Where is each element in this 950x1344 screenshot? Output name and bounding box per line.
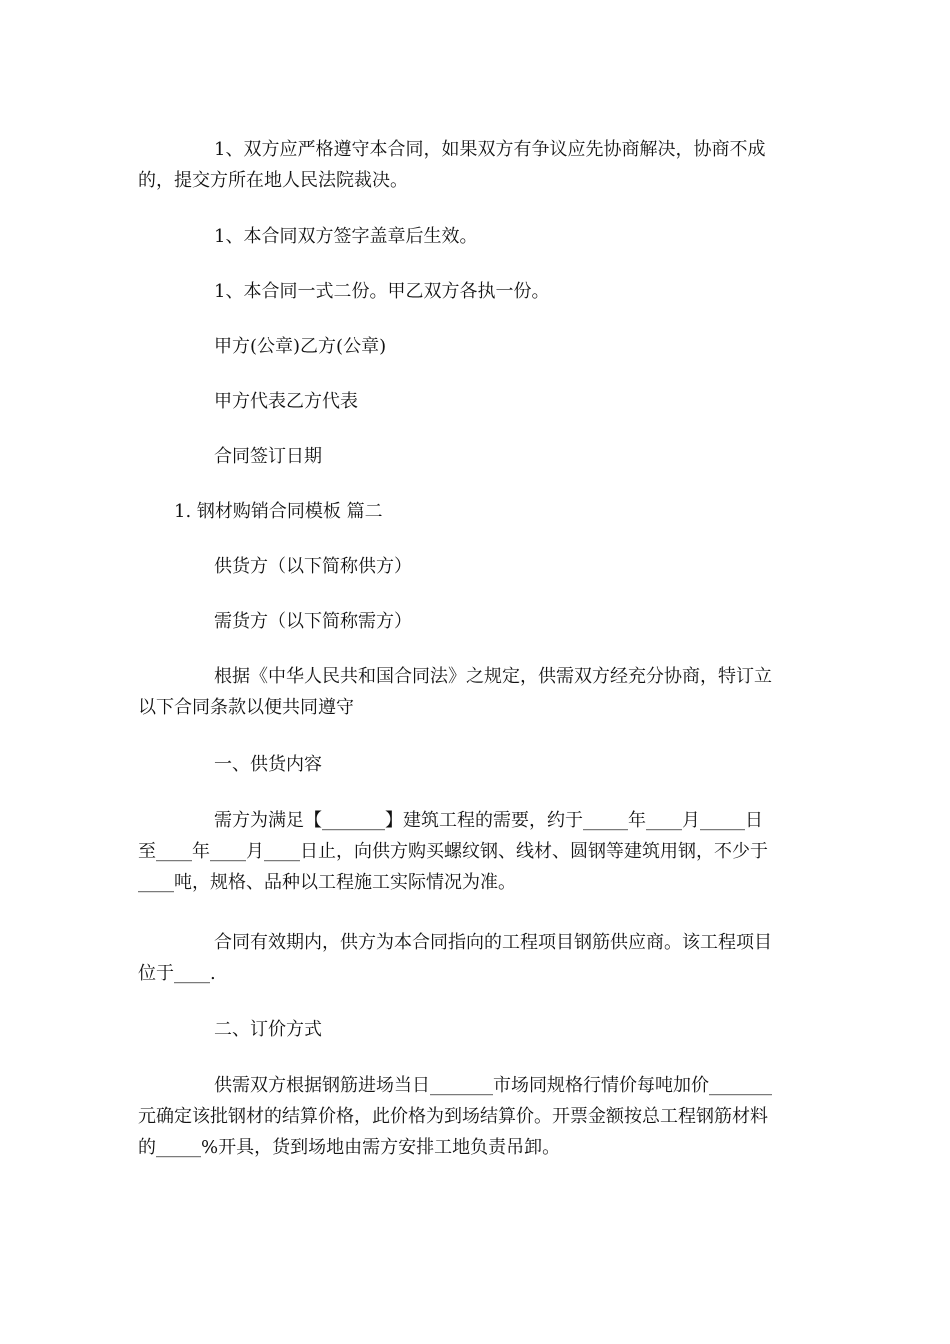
text-line: 合同有效期内，供方为本合同指向的工程项目钢筋供应商。该工程项目	[214, 932, 772, 953]
text-line: 1、本合同双方签字盖章后生效。	[214, 226, 478, 247]
text-line: 一、供货内容	[214, 754, 322, 775]
paragraph-representatives	[138, 386, 808, 417]
paragraph-buyer	[138, 606, 808, 637]
text-line: 需方为满足【_______】建筑工程的需要，约于_____年____月_____日	[214, 810, 763, 831]
paragraph-seals	[138, 331, 808, 362]
text-line: 二、订价方式	[214, 1019, 322, 1040]
text-line: 元确定该批钢材的结算价格，此价格为到场结算价。开票金额按总工程钢筋材料	[138, 1106, 768, 1127]
paragraph-copies	[138, 276, 808, 307]
paragraph-basis	[138, 661, 808, 723]
paragraph-supply-content	[138, 805, 808, 898]
text-line: 甲方代表乙方代表	[214, 391, 358, 412]
text-line: 的，提交方所在地人民法院裁决。	[138, 170, 408, 191]
text-line: 甲方(公章)乙方(公章)	[214, 336, 387, 357]
text-line: 合同签订日期	[214, 446, 322, 467]
text-line: 以下合同条款以便共同遵守	[138, 697, 354, 718]
text-line: 1、本合同一式二份。甲乙双方各执一份。	[214, 281, 550, 302]
paragraph-sign-date	[138, 441, 808, 472]
text-line: 需货方（以下简称需方）	[214, 611, 412, 632]
text-line: 供需双方根据钢筋进场当日_______市场同规格行情价每吨加价_______	[214, 1075, 772, 1096]
text-line: 根据《中华人民共和国合同法》之规定，供需双方经充分协商，特订立	[214, 666, 772, 687]
text-line: ____吨，规格、品种以工程施工实际情况为准。	[138, 872, 516, 893]
section-heading: 1. 钢材购销合同模板 篇二	[174, 501, 383, 522]
paragraph-supply-heading	[138, 749, 808, 780]
paragraph-effective	[138, 221, 808, 252]
paragraph-validity	[138, 927, 808, 989]
paragraph-dispute	[138, 134, 808, 196]
text-line: 供货方（以下简称供方）	[214, 556, 412, 577]
paragraph-supplier	[138, 551, 808, 582]
text-line: 至____年____月____日止，向供方购买螺纹钢、线材、圆钢等建筑用钢，不少于	[138, 841, 768, 862]
text-line: 位于____.	[138, 963, 216, 984]
text-line: 1、双方应严格遵守本合同，如果双方有争议应先协商解决，协商不成	[214, 139, 766, 160]
text-line: 的_____%开具，货到场地由需方安排工地负责吊卸。	[138, 1137, 561, 1158]
paragraph-pricing-heading	[138, 1014, 808, 1045]
paragraph-pricing-content	[138, 1070, 808, 1163]
